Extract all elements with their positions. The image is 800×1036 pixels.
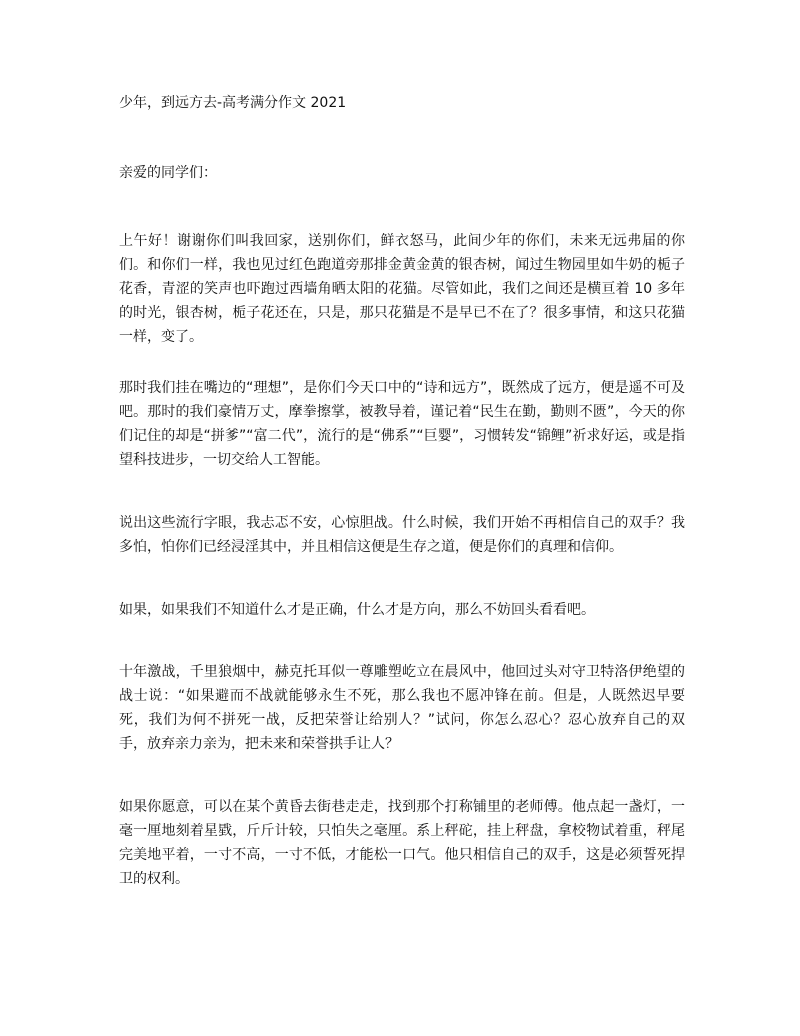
paragraph-4: 如果，如果我们不知道什么才是正确，什么才是方向，那么不妨回头看看吧。 [119, 602, 595, 618]
paragraph-2: 那时我们挂在嘴边的“理想”，是你们今天口中的“诗和远方”，既然成了远方，便是遥不可及吧。那时的我们豪情万丈，摩拳擦掌，被教导着，谨记着“民生在勤，勤则不匮”，今天的你们记住的却是“拼爹”“富二代”，流行的是“佛系”“巨婴”，习惯转发“锦鲤”祈求好运，或是指望科技进步，一切交给人工智能。 [119, 380, 685, 468]
greeting-line: 亲爱的同学们： [119, 165, 217, 181]
paragraph-3: 说出这些流行字眼，我忐忑不安，心惊胆战。什么时候，我们开始不再相信自己的双手？我多怕，怕你们已经浸淫其中，并且相信这便是生存之道，便是你们的真理和信仰。 [119, 515, 685, 555]
paragraph-1: 上午好！谢谢你们叫我回家，送别你们，鲜衣怒马，此间少年的你们，未来无远弗届的你们。和你们一样，我也见过红色跑道旁那排金黄金黄的银杏树，闻过生物园里如牛奶的栀子花香，青涩的笑声也吓跑过西墙角晒太阳的花猫。尽管如此，我们之间还是横亘着 10 多年的时光，银杏树，栀子花还在，只是，那只花猫是不是早已不在了？很多事情，和这只花猫一样，变了。 [119, 233, 685, 345]
paragraph-6: 如果你愿意，可以在某个黄昏去街巷走走，找到那个打称铺里的老师傅。他点起一盏灯，一毫一厘地刻着星戥，斤斤计较，只怕失之毫厘。系上秤砣，挂上秤盘，拿校物试着重，秤尾完美地平着，一寸不高，一寸不低，才能松一口气。他只相信自己的双手，这是必须誓死捍卫的权利。 [119, 799, 685, 887]
essay-title: 少年，到远方去-高考满分作文 2021 [119, 95, 347, 111]
paragraph-5: 十年激战，千里狼烟中，赫克托耳似一尊雕塑屹立在晨风中，他回过头对守卫特洛伊绝望的战士说：“如果避而不战就能够永生不死，那么我也不愿冲锋在前。但是，人既然迟早要死，我们为何不拼死一战，反把荣誉让给别人？”试问，你怎么忍心？忍心放弃自己的双手，放弃亲力亲为，把未来和荣誉拱手让人？ [119, 664, 685, 752]
